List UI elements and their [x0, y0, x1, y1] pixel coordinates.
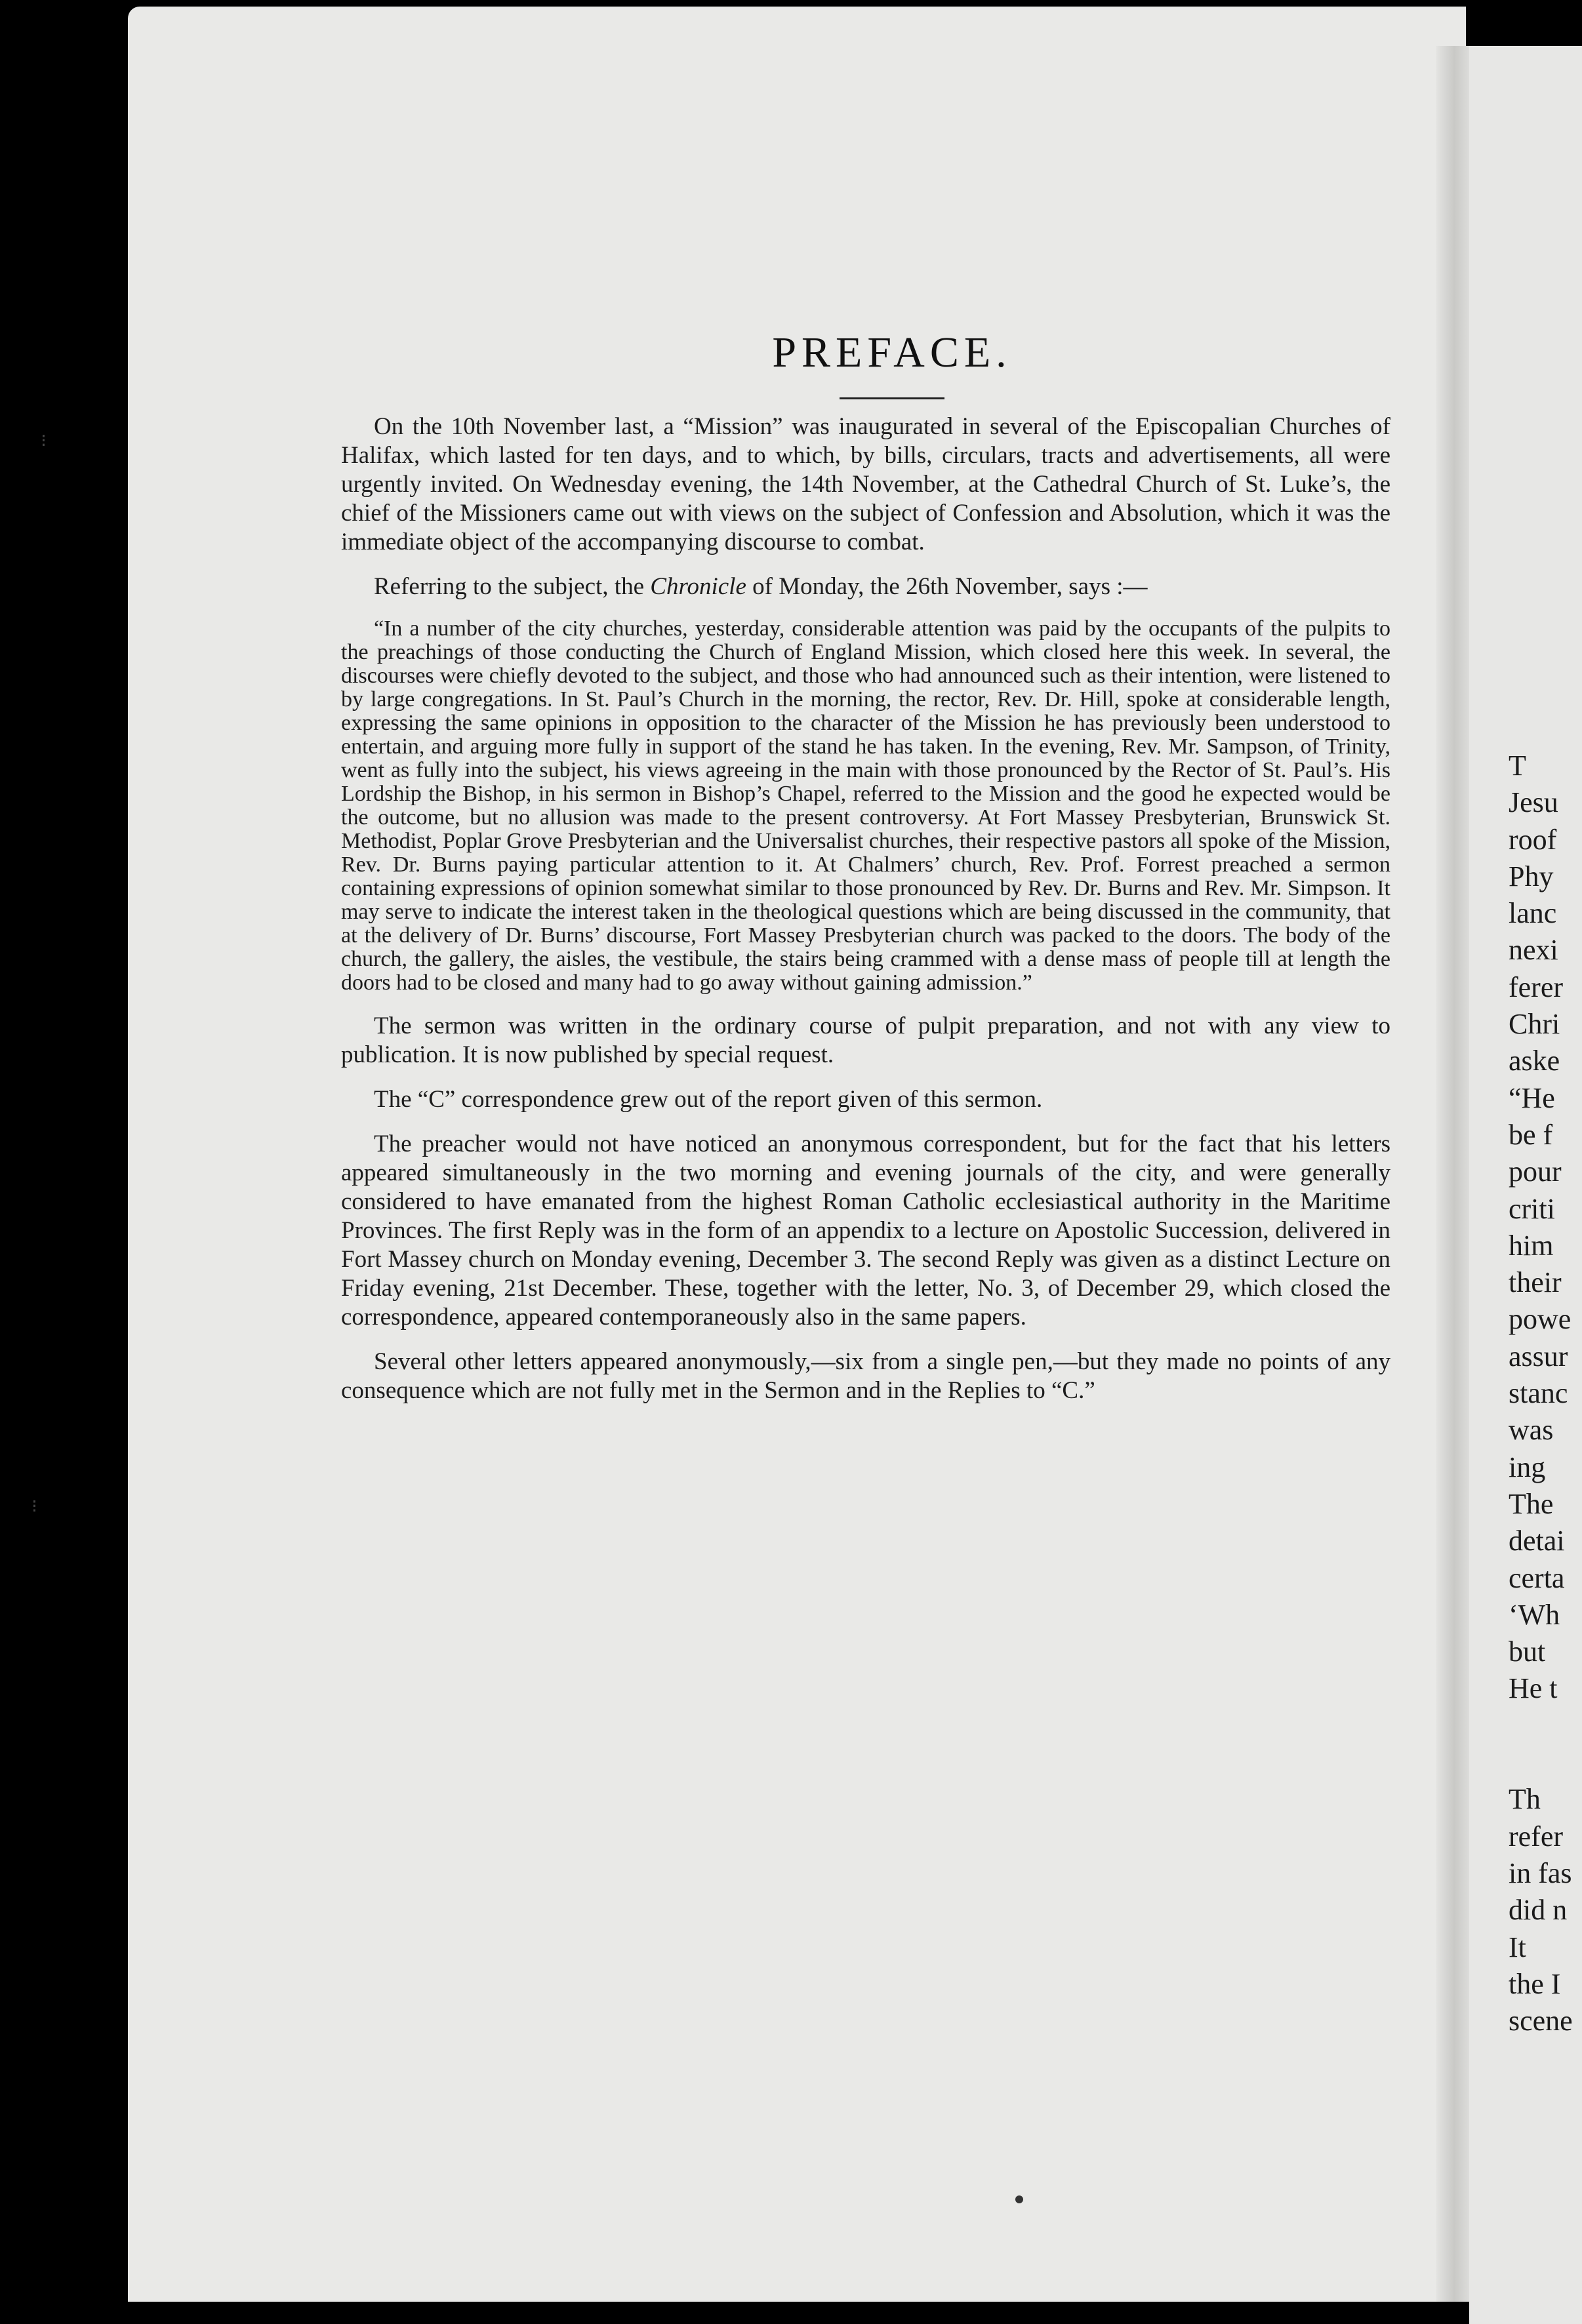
next-page-line: ‘Wh	[1509, 1598, 1560, 1631]
next-page-line: lanc	[1509, 897, 1557, 930]
next-page-text	[1509, 748, 1582, 2039]
next-page-line: in fas	[1509, 1856, 1572, 1889]
next-page-line: assur	[1509, 1340, 1568, 1372]
next-page-line: stanc	[1509, 1377, 1568, 1410]
page-dot	[1015, 2195, 1023, 2203]
title-rule	[840, 397, 944, 399]
next-page-line: The	[1509, 1487, 1554, 1520]
chronicle-date: of Monday, the 26th November, says :—	[746, 573, 1148, 600]
next-page-line: pour	[1509, 1155, 1562, 1188]
next-page-line: powe	[1509, 1303, 1572, 1336]
next-page-line: nexi	[1509, 934, 1558, 967]
next-page-line: scene	[1509, 2005, 1573, 2037]
next-page-line: detai	[1509, 1525, 1565, 1557]
next-page-line: Jesu	[1509, 786, 1558, 819]
paragraph-anonymous: Several other letters appeared anonymously,—six from a single pen,—but they made no points of any consequence which are not fully met in the Sermon and in the Replies to “C.”	[341, 1348, 1390, 1404]
page-gutter	[1436, 46, 1469, 2302]
paragraph-sermon: The sermon was written in the ordinary course of pulpit preparation, and not with any view to publication. It is now published by special request.	[341, 1012, 1390, 1068]
next-page-line: the I	[1509, 1967, 1561, 2000]
next-page-line: refer	[1509, 1820, 1564, 1853]
next-page-line	[1509, 1708, 1582, 1744]
paragraph-correspondence: The “C” correspondence grew out of the report given of this sermon.	[374, 1086, 1043, 1113]
next-page-line: “He	[1509, 1081, 1555, 1114]
next-page-line: He t	[1509, 1672, 1558, 1705]
next-page-line: criti	[1509, 1192, 1555, 1225]
next-page-line	[1509, 1744, 1582, 1781]
next-page-line: Chri	[1509, 1008, 1560, 1041]
next-page-line: was	[1509, 1414, 1554, 1447]
next-page-line: be f	[1509, 1118, 1553, 1151]
margin-blot-icon: ⁝	[31, 1495, 37, 1517]
next-page-line: him	[1509, 1229, 1554, 1262]
preface-section	[341, 315, 1390, 1421]
next-page-line: Th	[1509, 1783, 1541, 1816]
next-page-line: their	[1509, 1266, 1562, 1299]
margin-blot-icon: ⁝	[41, 430, 47, 451]
page-title: PREFACE.	[772, 329, 1012, 376]
next-page-line: ing	[1509, 1451, 1546, 1483]
paragraph-mission: On the 10th November last, a “Mission” was inaugurated in several of the Episcopalian Churches of Halifax, which lasted for ten days, and to which, by bills, circulars, tracts and advertisements, all were urgently invited. On Wednesday evening, the 14th November, at the Cathedral Church of St. Luke’s, the chief of the Missioners came out with views on the subject of Confession and Absolution, which it was the immediate object of the accompanying discourse to combat.	[341, 413, 1390, 555]
next-page-line: aske	[1509, 1045, 1560, 1077]
chronicle-intro: Referring to the subject, the	[374, 573, 651, 600]
next-page-line: certa	[1509, 1561, 1565, 1594]
next-page-line: but	[1509, 1635, 1546, 1668]
paragraph-chronicle	[341, 572, 1390, 601]
next-page-line: did n	[1509, 1894, 1568, 1927]
next-page-line: ferer	[1509, 971, 1564, 1003]
paragraph-preacher: The preacher would not have noticed an anonymous correspondent, but for the fact that his letters appeared simultaneously in the two morning and evening journals of the city, and were generally considered to have emanated from the highest Roman Catholic ecclesiastical authority in the Maritime Provinces. The first Reply was in the form of an appendix to a lecture on Apostolic Succession, delivered in Fort Massey church on Monday evening, December 3. The second Reply was given as a distinct Lecture on Friday evening, 21st December. These, together with the letter, No. 3, of December 29, which closed the correspondence, appeared contemporaneously also in the same papers.	[341, 1131, 1390, 1331]
next-page-line: roof	[1509, 823, 1557, 856]
next-page-line: Phy	[1509, 860, 1554, 892]
next-page-line: T	[1509, 750, 1526, 782]
chronicle-name: Chronicle	[650, 573, 746, 600]
chronicle-quote: “In a number of the city churches, yesterday, considerable attention was paid by the occupants of the pulpits to the preachings of those conducting the Church of England Mission, which closed here this week. In several, the discourses were chiefly devoted to the subject, and those who had announced such as their intention, were listened to by large congregations. In St. Paul’s Church in the morning, the rector, Rev. Dr. Hill, spoke at considerable length, expressing the same opinions in opposition to the character of the Mission he has previously been understood to entertain, and arguing more fully in support of the stand he has taken. In the evening, Rev. Mr. Sampson, of Trinity, went as fully into the subject, his views agreeing in the main with those pronounced by the Rector of St. Paul’s. His Lordship the Bishop, in his sermon in Bishop’s Chapel, referred to the Mission and the good he expected would be the outcome, but no allusion was made to the present controversy. At Fort Massey Presbyterian, Brunswick St. Methodist, Poplar Grove Presbyterian and the Universalist churches, their respective pastors all spoke of the Mission, Rev. Dr. Burns paying particular attention to it. At Chalmers’ church, Rev. Prof. Forrest preached a sermon containing expressions of opinion somewhat similar to those pronounced by Rev. Dr. Burns and Rev. Mr. Simpson. It may serve to indicate the interest taken in the theological questions which are being discussed in the community, that at the delivery of Dr. Burns’ discourse, Fort Massey Presbyterian church was packed to the doors. The body of the church, the gallery, the aisles, the vestibule, the stairs being crammed with a dense mass of people till at length the doors had to be closed and many had to go away without gaining admission.”	[341, 616, 1390, 995]
next-page-line: It	[1509, 1931, 1526, 1963]
